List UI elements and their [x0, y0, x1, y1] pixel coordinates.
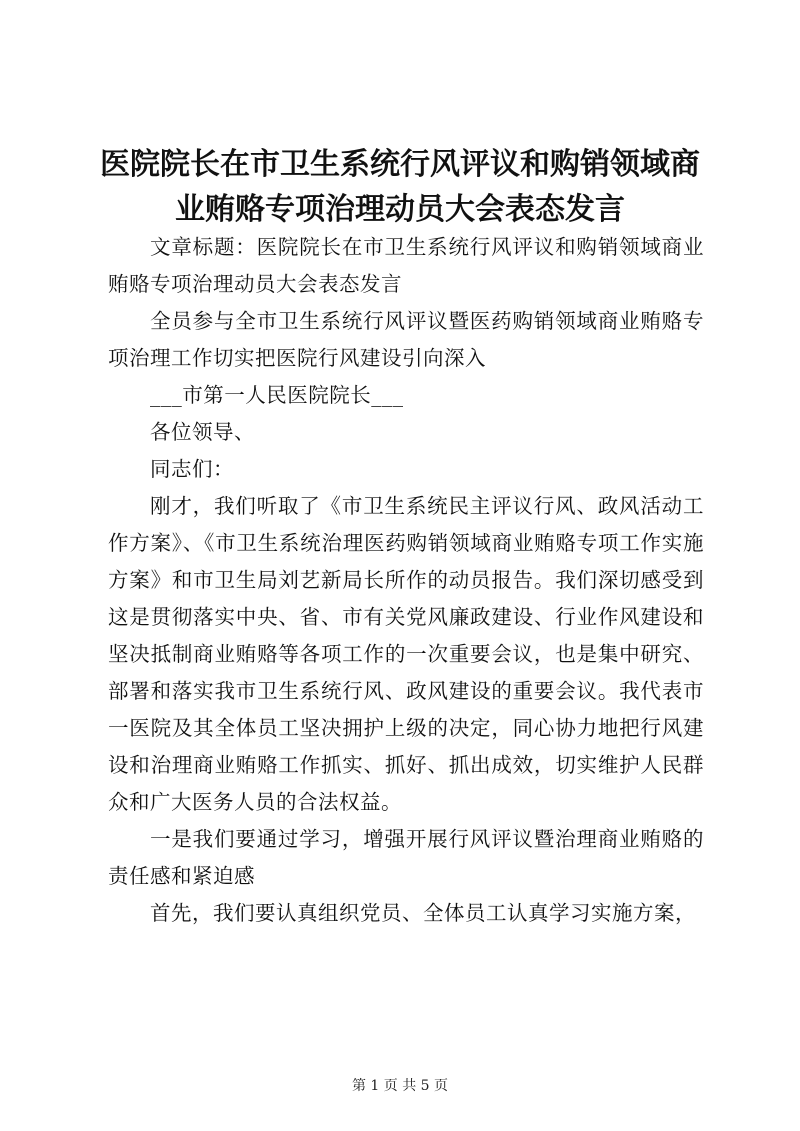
subtitle-paragraph: 全员参与全市卫生系统行风评议暨医药购销领域商业贿赂专项治理工作切实把医院行风建设引向深入	[108, 309, 704, 370]
article-title-paragraph: 文章标题：医院院长在市卫生系统行风评议和购销领域商业贿赂专项治理动员大会表态发言	[108, 235, 704, 296]
section-heading: 一是我们要通过学习，增强开展行风评议暨治理商业贿赂的责任感和紧迫感	[108, 827, 704, 888]
document-body	[108, 229, 704, 932]
salutation-leaders: 各位领导、	[150, 420, 255, 444]
page-footer: 第 1 页 共 5 页	[351, 1078, 449, 1094]
body-paragraph: 刚才，我们听取了《市卫生系统民主评议行风、政风活动工作方案》、《市卫生系统治理医药购销领域商业贿赂专项工作实施方案》和市卫生局刘艺新局长所作的动员报告。我们深切感受到这是贯彻落实中央、省、市有关党风廉政建设、行业作风建设和坚决抵制商业贿赂等各项工作的一次重要会议，也是集中研究、部署和落实我市卫生系统行风、政风建设的重要会议。我代表市一医院及其全体员工坚决拥护上级的决定，同心协力地把行风建设和治理商业贿赂工作抓实、抓好、抓出成效，切实维护人民群众和广大医务人员的合法权益。	[108, 494, 704, 814]
speaker-line: ___市第一人民医院院长___	[150, 383, 404, 407]
body-paragraph: 首先，我们要认真组织党员、全体员工认真学习实施方案，	[150, 901, 696, 925]
salutation-comrades: 同志们：	[150, 457, 234, 481]
document-title: 医院院长在市卫生系统行风评议和购销领域商业贿赂专项治理动员大会表态发言	[100, 147, 700, 227]
